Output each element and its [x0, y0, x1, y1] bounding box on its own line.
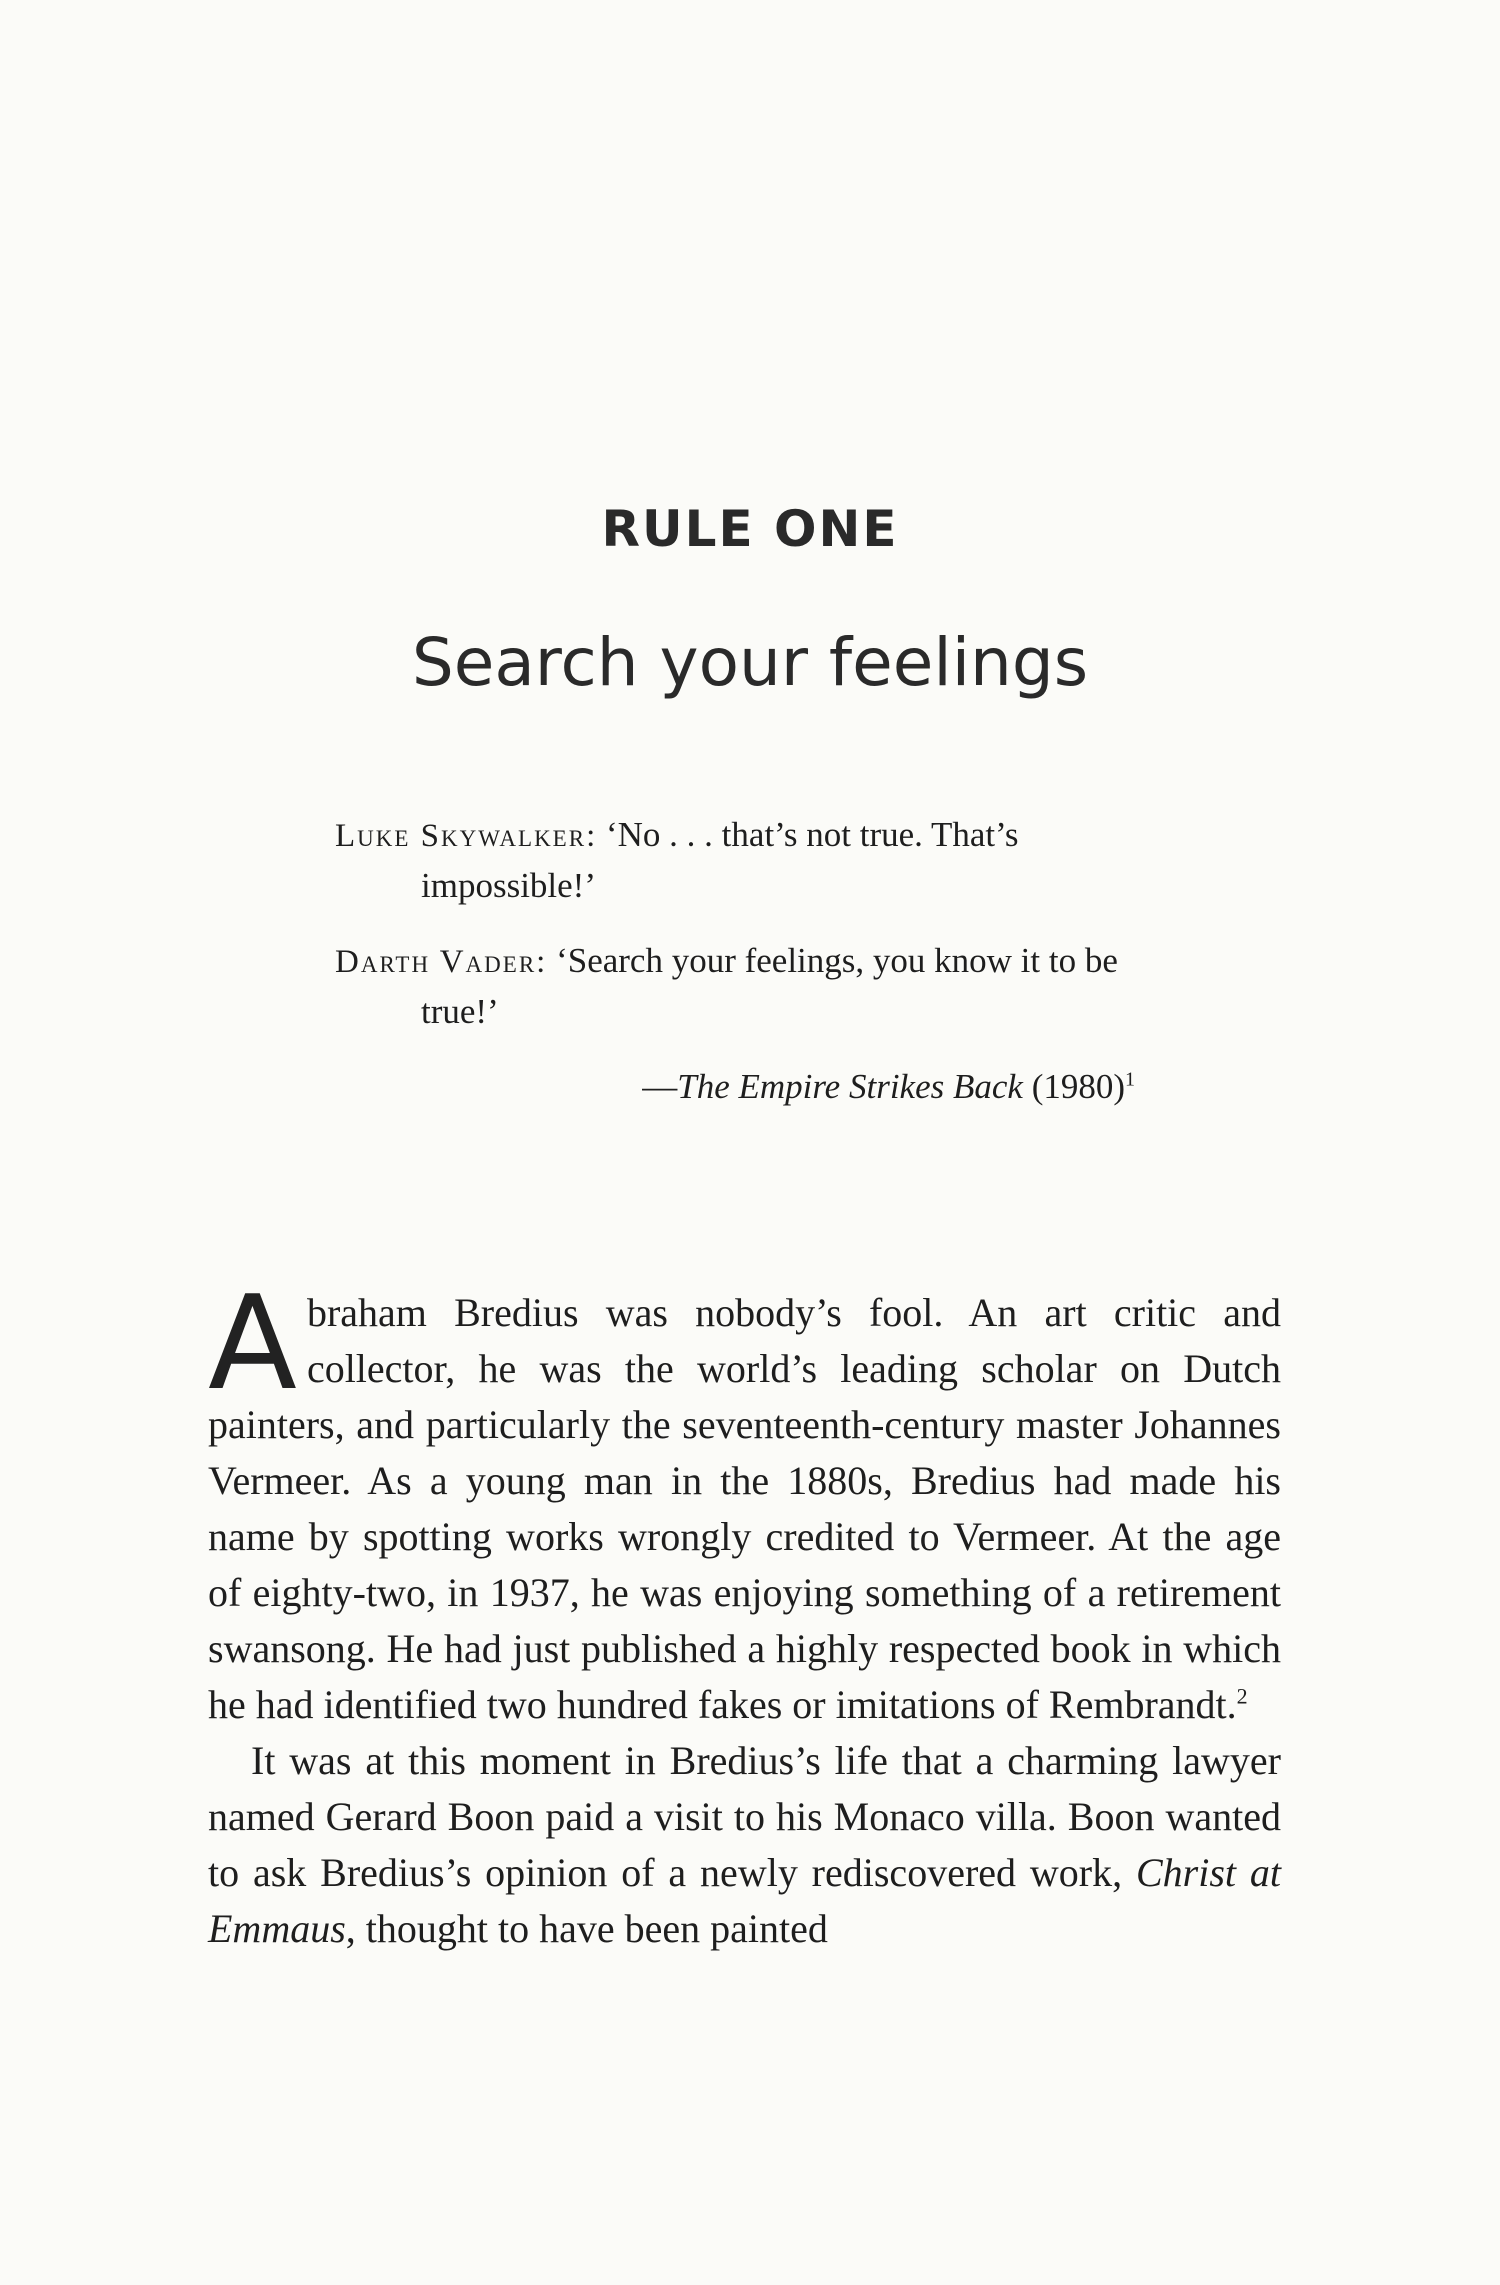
epigraph-quote: ‘No . . . that’s not true. That’s impossible!’: [421, 815, 1019, 905]
attribution-year: (1980): [1031, 1067, 1125, 1106]
chapter-label: RULE ONE: [601, 500, 899, 558]
epigraph: [335, 810, 1145, 1111]
paragraph: [208, 1733, 1281, 1957]
epigraph-quote: ‘Search your feelings, you know it to be true!’: [421, 941, 1118, 1031]
paragraph-text: , thought to have been painted: [345, 1906, 828, 1951]
epigraph-speaker: Darth Vader:: [335, 944, 548, 980]
attribution-title: The Empire Strikes Back: [677, 1067, 1023, 1106]
paragraph-text: It was at this moment in Bredius’s life that a charming lawyer named Gerard Boon paid a visit to his Monaco villa. Boon wanted to ask Bredius’s opinion of a newly rediscovered work,: [208, 1738, 1281, 1895]
drop-cap: A: [208, 1267, 297, 1419]
artwork-title: Christ at Emmaus: [208, 1850, 1281, 1951]
epigraph-line: [335, 936, 1145, 1036]
epigraph-speaker: Luke Skywalker:: [335, 818, 598, 854]
paragraph-text: braham Bredius was nobody’s fool. An art critic and collector, he was the world’s leading scholar on Dutch painters, and particularly the seventeenth-century master Johannes Vermeer. As a young man in the 1880s, Bredius had made his name by spotting works wrongly credited to Vermeer. At the age of eighty-two, in 1937, he was enjoying something of a retirement swansong. He had just published a highly respected book in which he had identified two hundred fakes or imitations of Rembrandt.: [208, 1290, 1281, 1727]
body-text: [208, 1267, 1281, 1957]
chapter-title: Search your feelings: [411, 624, 1089, 701]
paragraph: [208, 1267, 1281, 1733]
attribution-dash: —: [642, 1067, 678, 1106]
footnote-marker: 1: [1125, 1068, 1135, 1091]
footnote-marker: 2: [1236, 1683, 1248, 1709]
epigraph-line: [335, 810, 1145, 910]
epigraph-attribution: [335, 1062, 1145, 1111]
